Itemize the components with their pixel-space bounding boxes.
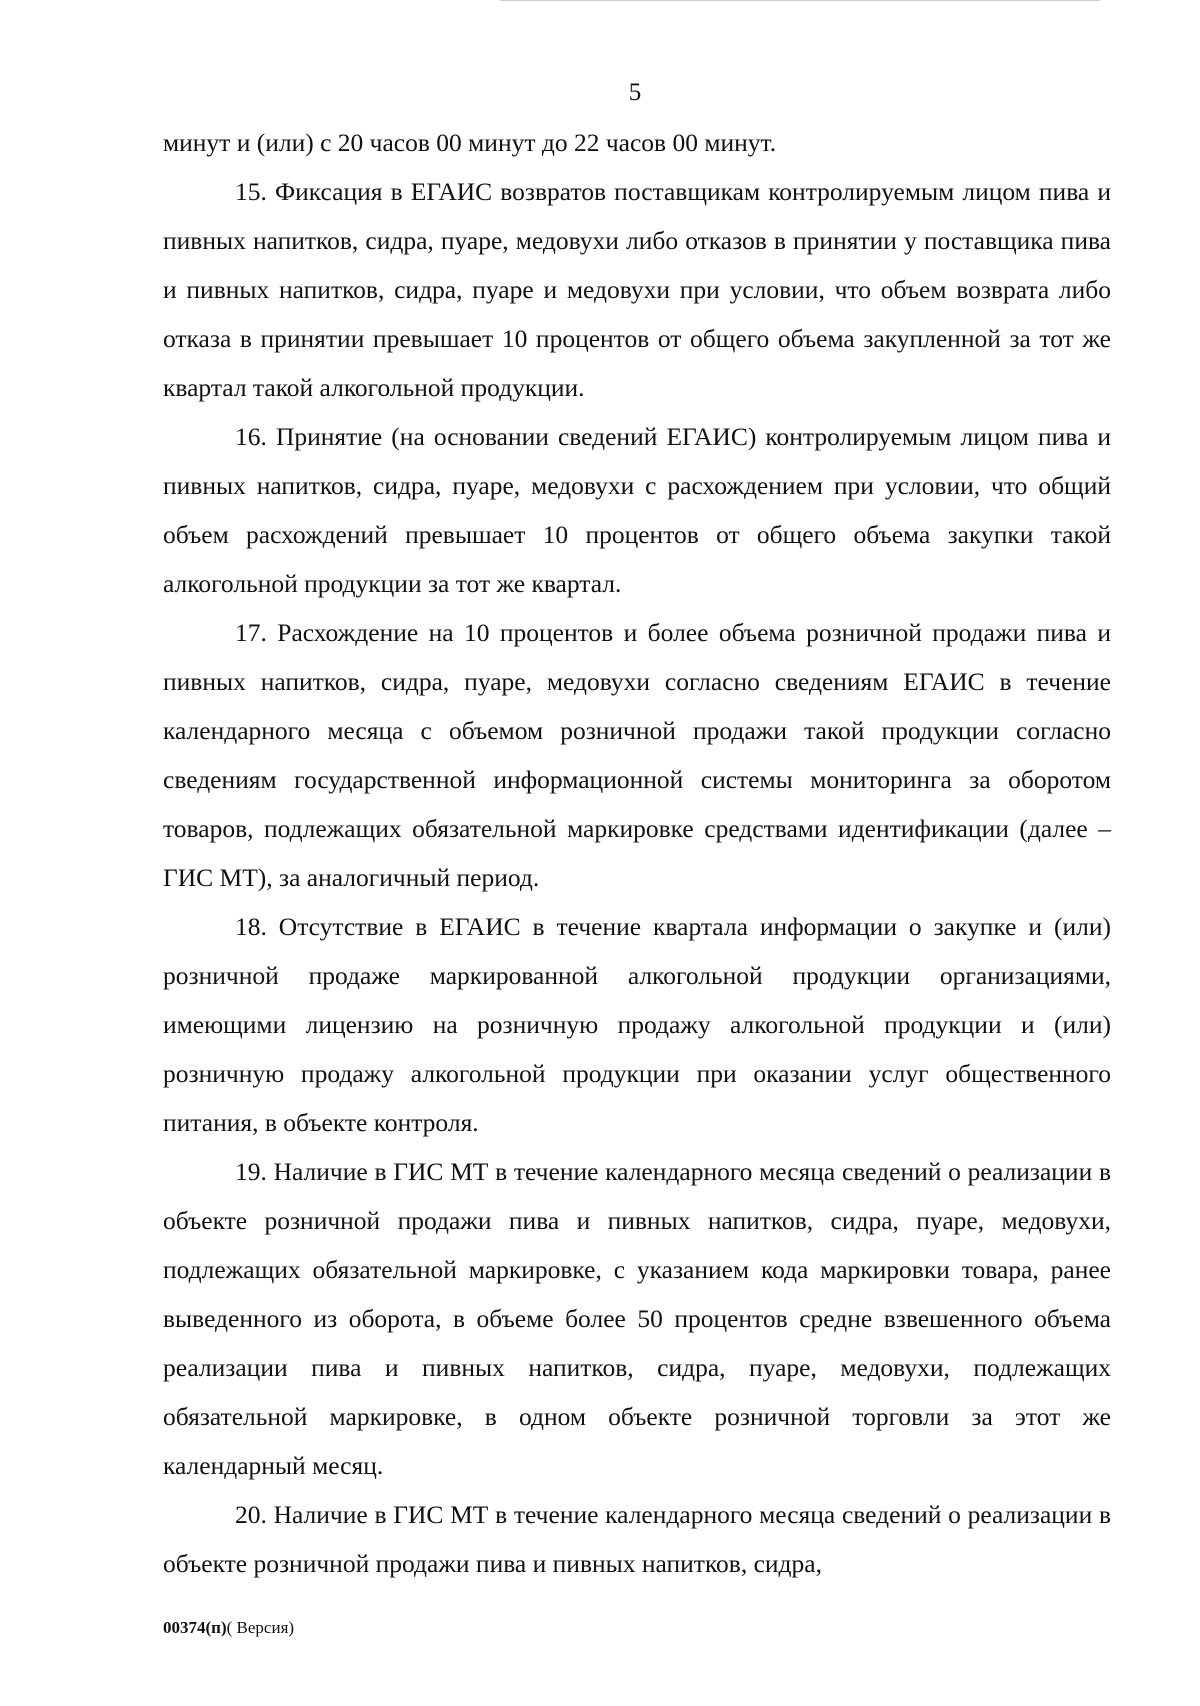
paragraph-item-16: 16. Принятие (на основании сведений ЕГАИС) контролируемым лицом пива и пивных напитков, сидра, пуаре, медовухи с расхождением при условии, что общий объем расхождений превышает 10 процентов от общего объема закупки такой алкогольной продукции за тот же квартал.	[163, 422, 1111, 598]
document-code: 00374(п)	[163, 1618, 227, 1637]
page-number: 5	[628, 79, 642, 106]
paragraph-item-20: 20. Наличие в ГИС МТ в течение календарного месяца сведений о реализации в объекте розничной продажи пива и пивных напитков, сидра,	[163, 1500, 1111, 1578]
scan-edge-line	[500, 0, 1100, 1]
document-body	[163, 118, 1111, 1588]
paragraph-item-15: 15. Фиксация в ЕГАИС возвратов поставщикам контролируемым лицом пива и пивных напитков, сидра, пуаре, медовухи либо отказов в принятии у поставщика пива и пивных напитков, сидра, пуаре и медовухи при условии, что объем возврата либо отказа в принятии превышает 10 процентов от общего объема закупленной за тот же квартал такой алкогольной продукции.	[163, 177, 1111, 402]
page-footer	[163, 1617, 294, 1639]
paragraph-item-17: 17. Расхождение на 10 процентов и более объема розничной продажи пива и пивных напитков, сидра, пуаре, медовухи согласно сведениям ЕГАИС в течение календарного месяца с объемом розничной продажи такой продукции согласно сведениям государственной информационной системы мониторинга за оборотом товаров, подлежащих обязательной маркировке средствами идентификации (далее – ГИС МТ), за аналогичный период.	[163, 618, 1111, 892]
document-version: ( Версия)	[226, 1618, 295, 1637]
paragraph-continuation: минут и (или) с 20 часов 00 минут до 22 часов 00 минут.	[163, 128, 777, 157]
paragraph-item-19: 19. Наличие в ГИС МТ в течение календарного месяца сведений о реализации в объекте розничной продажи пива и пивных напитков, сидра, пуаре, медовухи, подлежащих обязательной маркировке, с указанием кода маркировки товара, ранее выведенного из оборота, в объеме более 50 процентов средне взвешенного объема реализации пива и пивных напитков, сидра, пуаре, медовухи, подлежащих обязательной маркировке, в одном объекте розничной торговли за этот же календарный месяц.	[163, 1157, 1111, 1480]
paragraph-item-18: 18. Отсутствие в ЕГАИС в течение квартала информации о закупке и (или) розничной продаже маркированной алкогольной продукции организациями, имеющими лицензию на розничную продажу алкогольной продукции и (или) розничную продажу алкогольной продукции при оказании услуг общественного питания, в объекте контроля.	[163, 912, 1111, 1137]
